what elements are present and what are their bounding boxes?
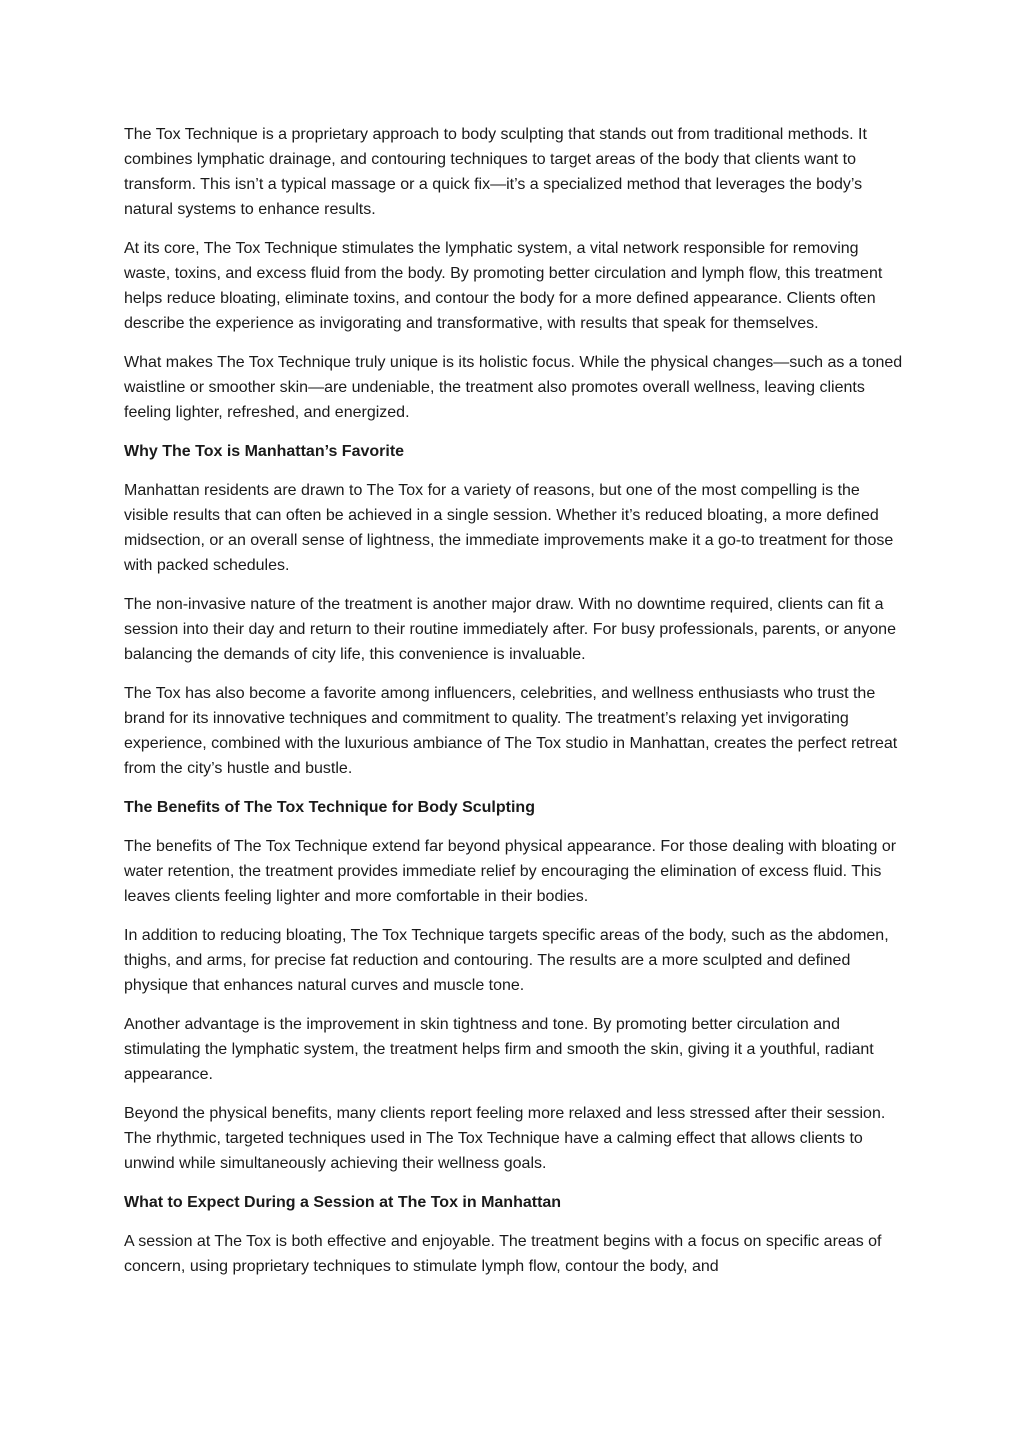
section-heading-session: What to Expect During a Session at The Tox in Manhattan [124,1194,562,1211]
paragraph-session-intro: A session at The Tox is both effective and enjoyable. The treatment begins with a focus on specific areas of concern, using proprietary techniques to stimulate lymph flow, contour the body, and [124,1233,882,1275]
section-heading-benefits: The Benefits of The Tox Technique for Body Sculpting [124,799,535,816]
paragraph-holistic-focus: What makes The Tox Technique truly unique is its holistic focus. While the physical changes—such as a toned waistline or smoother skin—are undeniable, the treatment also promotes overall wellness, leaving clients feeling lighter, refreshed, and energized. [124,354,903,421]
paragraph-benefits-bloating: The benefits of The Tox Technique extend far beyond physical appearance. For those dealing with bloating or water retention, the treatment provides immediate relief by encouraging the elimination of excess fluid. This leaves clients feeling lighter and more comfortable in their bodies. [124,838,897,905]
paragraph-intro: The Tox Technique is a proprietary approach to body sculpting that stands out from traditional methods. It combines lymphatic drainage, and contouring techniques to target areas of the body that clients want to transform. This isn’t a typical massage or a quick fix—it’s a specialized method that leverages the body’s natural systems to enhance results. [124,126,867,218]
paragraph-benefits-skin: Another advantage is the improvement in skin tightness and tone. By promoting better circulation and stimulating the lymphatic system, the treatment helps firm and smooth the skin, giving it a youthful, radiant appearance. [124,1016,874,1083]
paragraph-benefits-relaxation: Beyond the physical benefits, many clients report feeling more relaxed and less stressed after their session. The rhythmic, targeted techniques used in The Tox Technique have a calming effect that allows clients to unwind while simultaneously achieving their wellness goals. [124,1105,886,1172]
document-body [124,122,906,1293]
paragraph-lymphatic-system: At its core, The Tox Technique stimulates the lymphatic system, a vital network responsible for removing waste, toxins, and excess fluid from the body. By promoting better circulation and lymph flow, this treatment helps reduce bloating, eliminate toxins, and contour the body for a more defined appearance. Clients often describe the experience as invigorating and transformative, with results that speak for themselves. [124,240,883,332]
paragraph-visible-results: Manhattan residents are drawn to The Tox for a variety of reasons, but one of the most compelling is the visible results that can often be achieved in a single session. Whether it’s reduced bloating, a more defined midsection, or an overall sense of lightness, the immediate improvements make it a go-to treatment for those with packed schedules. [124,482,894,574]
paragraph-influencers: The Tox has also become a favorite among influencers, celebrities, and wellness enthusiasts who trust the brand for its innovative techniques and commitment to quality. The treatment’s relaxing yet invigorating experience, combined with the luxurious ambiance of The Tox studio in Manhattan, creates the perfect retreat from the city’s hustle and bustle. [124,685,898,777]
paragraph-benefits-contouring: In addition to reducing bloating, The Tox Technique targets specific areas of the body, such as the abdomen, thighs, and arms, for precise fat reduction and contouring. The results are a more sculpted and defined physique that enhances natural curves and muscle tone. [124,927,889,994]
paragraph-non-invasive: The non-invasive nature of the treatment is another major draw. With no downtime required, clients can fit a session into their day and return to their routine immediately after. For busy professionals, parents, or anyone balancing the demands of city life, this convenience is invaluable. [124,596,896,663]
section-heading-manhattan-favorite: Why The Tox is Manhattan’s Favorite [124,443,405,460]
